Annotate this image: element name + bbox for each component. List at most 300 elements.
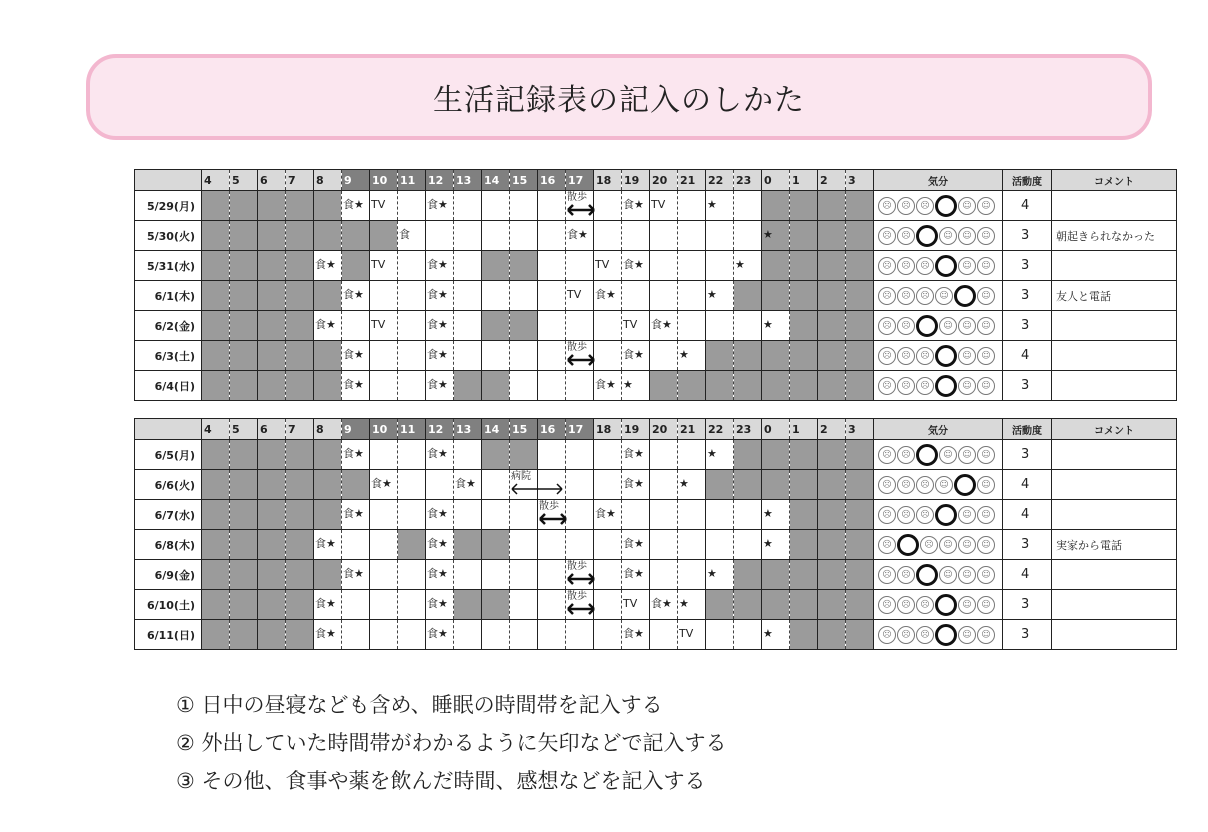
- mood-face-icon[interactable]: ☺: [958, 506, 976, 524]
- sleep-slot[interactable]: [762, 251, 790, 281]
- hour-slot[interactable]: [622, 371, 650, 401]
- sleep-slot[interactable]: [818, 470, 846, 500]
- sleep-slot[interactable]: [286, 341, 314, 371]
- hour-slot[interactable]: [370, 620, 398, 650]
- hour-slot[interactable]: [734, 221, 762, 251]
- mood-face-icon[interactable]: ☺: [939, 566, 957, 584]
- sleep-slot[interactable]: [818, 440, 846, 470]
- sleep-slot[interactable]: [846, 221, 874, 251]
- mood-face-icon[interactable]: ☺: [939, 317, 957, 335]
- hour-slot[interactable]: [566, 560, 594, 590]
- hour-slot[interactable]: [566, 281, 594, 311]
- hour-slot[interactable]: [370, 281, 398, 311]
- hour-slot[interactable]: [762, 500, 790, 530]
- hour-slot[interactable]: [538, 560, 566, 590]
- sleep-slot[interactable]: [846, 440, 874, 470]
- hour-slot[interactable]: [342, 620, 370, 650]
- hour-slot[interactable]: [678, 191, 706, 221]
- hour-slot[interactable]: [370, 560, 398, 590]
- hour-slot[interactable]: [314, 251, 342, 281]
- hour-slot[interactable]: [342, 440, 370, 470]
- selected-mood-face-icon[interactable]: [954, 474, 976, 496]
- hour-slot[interactable]: [622, 590, 650, 620]
- hour-slot[interactable]: [538, 530, 566, 560]
- hour-slot[interactable]: [706, 221, 734, 251]
- hour-slot[interactable]: [566, 590, 594, 620]
- hour-slot[interactable]: [342, 341, 370, 371]
- hour-slot[interactable]: [594, 440, 622, 470]
- hour-slot[interactable]: [650, 590, 678, 620]
- sleep-slot[interactable]: [230, 221, 258, 251]
- hour-slot[interactable]: [706, 440, 734, 470]
- mood-face-icon[interactable]: ☹: [897, 566, 915, 584]
- hour-slot[interactable]: [538, 500, 566, 530]
- hour-slot[interactable]: [566, 251, 594, 281]
- sleep-slot[interactable]: [314, 470, 342, 500]
- hour-slot[interactable]: [370, 341, 398, 371]
- hour-slot[interactable]: [594, 371, 622, 401]
- mood-face-icon[interactable]: ☹: [878, 536, 896, 554]
- selected-mood-face-icon[interactable]: [935, 255, 957, 277]
- hour-slot[interactable]: [454, 341, 482, 371]
- sleep-slot[interactable]: [846, 620, 874, 650]
- hour-slot[interactable]: [454, 221, 482, 251]
- mood-face-icon[interactable]: ☹: [897, 257, 915, 275]
- mood-face-icon[interactable]: ☺: [977, 566, 995, 584]
- hour-slot[interactable]: [398, 620, 426, 650]
- hour-slot[interactable]: [398, 590, 426, 620]
- hour-slot[interactable]: [566, 311, 594, 341]
- hour-slot[interactable]: [454, 560, 482, 590]
- hour-slot[interactable]: [538, 440, 566, 470]
- sleep-slot[interactable]: [202, 470, 230, 500]
- sleep-slot[interactable]: [202, 281, 230, 311]
- mood-face-icon[interactable]: ☹: [878, 506, 896, 524]
- hour-slot[interactable]: [566, 470, 594, 500]
- mood-face-icon[interactable]: ☹: [897, 197, 915, 215]
- selected-mood-face-icon[interactable]: [916, 444, 938, 466]
- sleep-slot[interactable]: [734, 341, 762, 371]
- mood-face-icon[interactable]: ☺: [958, 257, 976, 275]
- hour-slot[interactable]: [650, 470, 678, 500]
- hour-slot[interactable]: [538, 620, 566, 650]
- hour-slot[interactable]: [678, 281, 706, 311]
- hour-slot[interactable]: [482, 560, 510, 590]
- hour-slot[interactable]: [510, 500, 538, 530]
- hour-slot[interactable]: [762, 530, 790, 560]
- sleep-slot[interactable]: [818, 590, 846, 620]
- mood-face-icon[interactable]: ☹: [878, 287, 896, 305]
- hour-slot[interactable]: [734, 251, 762, 281]
- mood-face-icon[interactable]: ☹: [897, 317, 915, 335]
- sleep-slot[interactable]: [790, 371, 818, 401]
- mood-face-icon[interactable]: ☹: [897, 626, 915, 644]
- hour-slot[interactable]: [706, 251, 734, 281]
- mood-face-icon[interactable]: ☹: [916, 257, 934, 275]
- hour-slot[interactable]: [426, 221, 454, 251]
- mood-face-icon[interactable]: ☺: [958, 626, 976, 644]
- mood-face-icon[interactable]: ☹: [916, 506, 934, 524]
- hour-slot[interactable]: [566, 440, 594, 470]
- sleep-slot[interactable]: [398, 530, 426, 560]
- sleep-slot[interactable]: [706, 371, 734, 401]
- hour-slot[interactable]: [678, 500, 706, 530]
- hour-slot[interactable]: [510, 620, 538, 650]
- hour-slot[interactable]: [454, 191, 482, 221]
- sleep-slot[interactable]: [202, 590, 230, 620]
- sleep-slot[interactable]: [314, 371, 342, 401]
- hour-slot[interactable]: [370, 530, 398, 560]
- sleep-slot[interactable]: [314, 341, 342, 371]
- hour-slot[interactable]: [426, 620, 454, 650]
- sleep-slot[interactable]: [762, 281, 790, 311]
- hour-slot[interactable]: [706, 191, 734, 221]
- mood-face-icon[interactable]: ☺: [939, 446, 957, 464]
- hour-slot[interactable]: [426, 440, 454, 470]
- hour-slot[interactable]: [510, 191, 538, 221]
- hour-slot[interactable]: [398, 281, 426, 311]
- sleep-slot[interactable]: [314, 281, 342, 311]
- sleep-slot[interactable]: [790, 560, 818, 590]
- sleep-slot[interactable]: [258, 341, 286, 371]
- mood-face-icon[interactable]: ☹: [878, 476, 896, 494]
- sleep-slot[interactable]: [734, 371, 762, 401]
- sleep-slot[interactable]: [314, 440, 342, 470]
- hour-slot[interactable]: [398, 500, 426, 530]
- hour-slot[interactable]: [342, 191, 370, 221]
- hour-slot[interactable]: [622, 311, 650, 341]
- sleep-slot[interactable]: [286, 251, 314, 281]
- sleep-slot[interactable]: [454, 530, 482, 560]
- sleep-slot[interactable]: [314, 500, 342, 530]
- hour-slot[interactable]: [706, 620, 734, 650]
- hour-slot[interactable]: [706, 530, 734, 560]
- hour-slot[interactable]: [370, 371, 398, 401]
- sleep-slot[interactable]: [286, 470, 314, 500]
- sleep-slot[interactable]: [314, 560, 342, 590]
- sleep-slot[interactable]: [790, 311, 818, 341]
- hour-slot[interactable]: [398, 311, 426, 341]
- sleep-slot[interactable]: [846, 341, 874, 371]
- hour-slot[interactable]: [594, 311, 622, 341]
- sleep-slot[interactable]: [762, 371, 790, 401]
- hour-slot[interactable]: [342, 500, 370, 530]
- sleep-slot[interactable]: [230, 500, 258, 530]
- hour-slot[interactable]: [650, 500, 678, 530]
- sleep-slot[interactable]: [286, 191, 314, 221]
- sleep-slot[interactable]: [258, 560, 286, 590]
- mood-face-icon[interactable]: ☹: [916, 626, 934, 644]
- sleep-slot[interactable]: [846, 251, 874, 281]
- sleep-slot[interactable]: [314, 221, 342, 251]
- hour-slot[interactable]: [538, 191, 566, 221]
- hour-slot[interactable]: [762, 620, 790, 650]
- hour-slot[interactable]: [454, 251, 482, 281]
- mood-face-icon[interactable]: ☹: [878, 446, 896, 464]
- mood-face-icon[interactable]: ☺: [977, 506, 995, 524]
- mood-face-icon[interactable]: ☺: [939, 227, 957, 245]
- sleep-slot[interactable]: [258, 371, 286, 401]
- hour-slot[interactable]: [734, 500, 762, 530]
- sleep-slot[interactable]: [818, 560, 846, 590]
- hour-slot[interactable]: [650, 191, 678, 221]
- hour-slot[interactable]: [314, 530, 342, 560]
- mood-face-icon[interactable]: ☹: [916, 287, 934, 305]
- sleep-slot[interactable]: [790, 191, 818, 221]
- hour-slot[interactable]: [734, 191, 762, 221]
- hour-slot[interactable]: [510, 281, 538, 311]
- hour-slot[interactable]: [510, 590, 538, 620]
- sleep-slot[interactable]: [286, 440, 314, 470]
- hour-slot[interactable]: [594, 530, 622, 560]
- mood-face-icon[interactable]: ☹: [878, 227, 896, 245]
- selected-mood-face-icon[interactable]: [916, 225, 938, 247]
- mood-face-icon[interactable]: ☺: [958, 227, 976, 245]
- hour-slot[interactable]: [426, 341, 454, 371]
- mood-face-icon[interactable]: ☺: [958, 347, 976, 365]
- mood-face-icon[interactable]: ☺: [977, 227, 995, 245]
- selected-mood-face-icon[interactable]: [935, 375, 957, 397]
- hour-slot[interactable]: [650, 221, 678, 251]
- mood-face-icon[interactable]: ☹: [897, 506, 915, 524]
- selected-mood-face-icon[interactable]: [954, 285, 976, 307]
- hour-slot[interactable]: [622, 251, 650, 281]
- sleep-slot[interactable]: [258, 500, 286, 530]
- sleep-slot[interactable]: [230, 311, 258, 341]
- hour-slot[interactable]: [370, 470, 398, 500]
- sleep-slot[interactable]: [230, 191, 258, 221]
- sleep-slot[interactable]: [818, 530, 846, 560]
- sleep-slot[interactable]: [370, 221, 398, 251]
- mood-face-icon[interactable]: ☹: [897, 287, 915, 305]
- sleep-slot[interactable]: [846, 371, 874, 401]
- sleep-slot[interactable]: [734, 560, 762, 590]
- sleep-slot[interactable]: [258, 191, 286, 221]
- mood-face-icon[interactable]: ☹: [878, 566, 896, 584]
- sleep-slot[interactable]: [230, 371, 258, 401]
- sleep-slot[interactable]: [202, 191, 230, 221]
- hour-slot[interactable]: [482, 500, 510, 530]
- mood-face-icon[interactable]: ☺: [935, 476, 953, 494]
- sleep-slot[interactable]: [482, 590, 510, 620]
- sleep-slot[interactable]: [818, 620, 846, 650]
- hour-slot[interactable]: [342, 311, 370, 341]
- selected-mood-face-icon[interactable]: [897, 534, 919, 556]
- sleep-slot[interactable]: [762, 560, 790, 590]
- mood-face-icon[interactable]: ☹: [897, 446, 915, 464]
- sleep-slot[interactable]: [846, 560, 874, 590]
- mood-face-icon[interactable]: ☹: [916, 377, 934, 395]
- hour-slot[interactable]: [706, 311, 734, 341]
- sleep-slot[interactable]: [286, 590, 314, 620]
- sleep-slot[interactable]: [482, 530, 510, 560]
- hour-slot[interactable]: [426, 530, 454, 560]
- hour-slot[interactable]: [398, 560, 426, 590]
- sleep-slot[interactable]: [706, 590, 734, 620]
- selected-mood-face-icon[interactable]: [935, 195, 957, 217]
- sleep-slot[interactable]: [258, 281, 286, 311]
- mood-face-icon[interactable]: ☺: [977, 476, 995, 494]
- sleep-slot[interactable]: [482, 440, 510, 470]
- hour-slot[interactable]: [370, 440, 398, 470]
- hour-slot[interactable]: [342, 281, 370, 311]
- mood-face-icon[interactable]: ☹: [878, 377, 896, 395]
- mood-face-icon[interactable]: ☹: [916, 197, 934, 215]
- mood-face-icon[interactable]: ☺: [958, 317, 976, 335]
- sleep-slot[interactable]: [482, 311, 510, 341]
- sleep-slot[interactable]: [202, 311, 230, 341]
- hour-slot[interactable]: [482, 221, 510, 251]
- hour-slot[interactable]: [678, 440, 706, 470]
- sleep-slot[interactable]: [818, 251, 846, 281]
- hour-slot[interactable]: [622, 560, 650, 590]
- mood-face-icon[interactable]: ☹: [878, 596, 896, 614]
- hour-slot[interactable]: [370, 251, 398, 281]
- hour-slot[interactable]: [510, 371, 538, 401]
- hour-slot[interactable]: [734, 530, 762, 560]
- hour-slot[interactable]: [426, 311, 454, 341]
- selected-mood-face-icon[interactable]: [935, 594, 957, 616]
- hour-slot[interactable]: [370, 311, 398, 341]
- hour-slot[interactable]: [454, 440, 482, 470]
- sleep-slot[interactable]: [734, 281, 762, 311]
- sleep-slot[interactable]: [818, 191, 846, 221]
- sleep-slot[interactable]: [202, 341, 230, 371]
- sleep-slot[interactable]: [846, 311, 874, 341]
- hour-slot[interactable]: [734, 620, 762, 650]
- sleep-slot[interactable]: [286, 221, 314, 251]
- hour-slot[interactable]: [678, 311, 706, 341]
- sleep-slot[interactable]: [846, 500, 874, 530]
- hour-slot[interactable]: [398, 341, 426, 371]
- hour-slot[interactable]: [566, 371, 594, 401]
- sleep-slot[interactable]: [230, 440, 258, 470]
- selected-mood-face-icon[interactable]: [935, 345, 957, 367]
- sleep-slot[interactable]: [258, 440, 286, 470]
- hour-slot[interactable]: [622, 191, 650, 221]
- sleep-slot[interactable]: [790, 440, 818, 470]
- sleep-slot[interactable]: [790, 281, 818, 311]
- sleep-slot[interactable]: [790, 530, 818, 560]
- hour-slot[interactable]: [650, 251, 678, 281]
- hour-slot[interactable]: [566, 191, 594, 221]
- mood-face-icon[interactable]: ☺: [977, 446, 995, 464]
- hour-slot[interactable]: [426, 371, 454, 401]
- sleep-slot[interactable]: [762, 470, 790, 500]
- hour-slot[interactable]: [370, 590, 398, 620]
- mood-face-icon[interactable]: ☺: [977, 626, 995, 644]
- hour-slot[interactable]: [706, 560, 734, 590]
- hour-slot[interactable]: [370, 500, 398, 530]
- mood-face-icon[interactable]: ☹: [878, 317, 896, 335]
- mood-face-icon[interactable]: ☺: [958, 596, 976, 614]
- hour-slot[interactable]: [454, 500, 482, 530]
- hour-slot[interactable]: [398, 191, 426, 221]
- mood-face-icon[interactable]: ☹: [897, 227, 915, 245]
- hour-slot[interactable]: [454, 311, 482, 341]
- sleep-slot[interactable]: [202, 500, 230, 530]
- hour-slot[interactable]: [566, 620, 594, 650]
- hour-slot[interactable]: [426, 500, 454, 530]
- hour-slot[interactable]: [342, 530, 370, 560]
- sleep-slot[interactable]: [846, 281, 874, 311]
- hour-slot[interactable]: [622, 221, 650, 251]
- hour-slot[interactable]: [538, 281, 566, 311]
- sleep-slot[interactable]: [286, 311, 314, 341]
- sleep-slot[interactable]: [202, 440, 230, 470]
- sleep-slot[interactable]: [454, 590, 482, 620]
- sleep-slot[interactable]: [258, 470, 286, 500]
- hour-slot[interactable]: [678, 251, 706, 281]
- hour-slot[interactable]: [510, 341, 538, 371]
- hour-slot[interactable]: [426, 191, 454, 221]
- hour-slot[interactable]: [650, 620, 678, 650]
- hour-slot[interactable]: [622, 530, 650, 560]
- mood-face-icon[interactable]: ☺: [977, 377, 995, 395]
- hour-slot[interactable]: [650, 311, 678, 341]
- sleep-slot[interactable]: [762, 440, 790, 470]
- sleep-slot[interactable]: [258, 221, 286, 251]
- sleep-slot[interactable]: [818, 371, 846, 401]
- sleep-slot[interactable]: [846, 470, 874, 500]
- sleep-slot[interactable]: [230, 560, 258, 590]
- sleep-slot[interactable]: [790, 470, 818, 500]
- hour-slot[interactable]: [314, 590, 342, 620]
- mood-face-icon[interactable]: ☹: [916, 596, 934, 614]
- sleep-slot[interactable]: [790, 620, 818, 650]
- mood-face-icon[interactable]: ☺: [958, 377, 976, 395]
- sleep-slot[interactable]: [790, 590, 818, 620]
- hour-slot[interactable]: [566, 221, 594, 251]
- hour-slot[interactable]: [538, 251, 566, 281]
- mood-face-icon[interactable]: ☹: [916, 347, 934, 365]
- hour-slot[interactable]: [398, 440, 426, 470]
- sleep-slot[interactable]: [762, 590, 790, 620]
- sleep-slot[interactable]: [230, 341, 258, 371]
- hour-slot[interactable]: [678, 221, 706, 251]
- sleep-slot[interactable]: [790, 251, 818, 281]
- hour-slot[interactable]: [650, 530, 678, 560]
- sleep-slot[interactable]: [258, 251, 286, 281]
- sleep-slot[interactable]: [790, 341, 818, 371]
- sleep-slot[interactable]: [202, 221, 230, 251]
- hour-slot[interactable]: [706, 281, 734, 311]
- sleep-slot[interactable]: [790, 500, 818, 530]
- sleep-slot[interactable]: [510, 440, 538, 470]
- sleep-slot[interactable]: [678, 371, 706, 401]
- hour-slot[interactable]: [650, 341, 678, 371]
- mood-face-icon[interactable]: ☹: [897, 476, 915, 494]
- hour-slot[interactable]: [314, 620, 342, 650]
- hour-slot[interactable]: [426, 281, 454, 311]
- hour-slot[interactable]: [482, 191, 510, 221]
- mood-face-icon[interactable]: ☹: [920, 536, 938, 554]
- sleep-slot[interactable]: [818, 500, 846, 530]
- sleep-slot[interactable]: [314, 191, 342, 221]
- hour-slot[interactable]: [510, 221, 538, 251]
- hour-slot[interactable]: [538, 221, 566, 251]
- hour-slot[interactable]: [566, 341, 594, 371]
- hour-slot[interactable]: [734, 311, 762, 341]
- hour-slot[interactable]: [538, 311, 566, 341]
- sleep-slot[interactable]: [510, 311, 538, 341]
- sleep-slot[interactable]: [202, 560, 230, 590]
- hour-slot[interactable]: [510, 560, 538, 590]
- sleep-slot[interactable]: [202, 371, 230, 401]
- selected-mood-face-icon[interactable]: [916, 564, 938, 586]
- hour-slot[interactable]: [594, 281, 622, 311]
- hour-slot[interactable]: [594, 221, 622, 251]
